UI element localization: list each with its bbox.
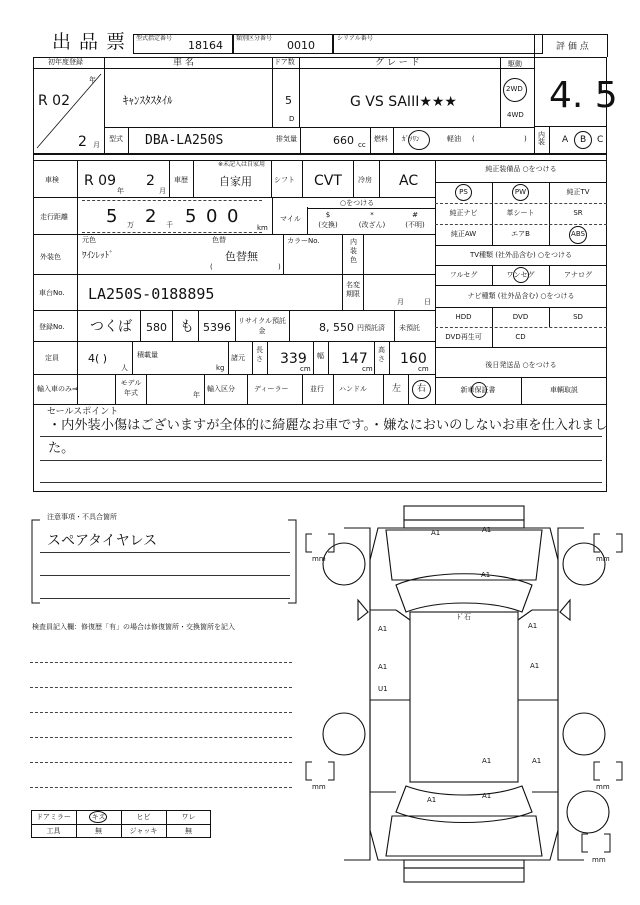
drive-selected-circle: [503, 78, 527, 102]
form-title: 出 品 票: [52, 31, 127, 53]
capacity-unit: 人: [121, 364, 128, 372]
displacement-label: 排気量: [276, 135, 297, 143]
mileage-label: 走行距離: [40, 213, 68, 221]
import-label: 輸入車のみ⇒: [37, 385, 78, 393]
doors-label: ドア数: [274, 58, 295, 66]
height-unit: cm: [418, 365, 429, 373]
fuel-paren-close: ): [524, 135, 527, 143]
recycle-value: 8, 550: [319, 321, 354, 334]
inspection-month: 2: [146, 173, 155, 189]
interior-grade-c: C: [597, 135, 604, 145]
orig-color-value: ﾜｲﾝﾚｯﾄﾞ: [82, 251, 114, 261]
transfer-label: 名変期限: [346, 281, 360, 298]
meter-opt1: (交換): [318, 221, 338, 229]
ac-label: 冷房: [358, 176, 372, 184]
inspector-label: 検査員記入欄：修復歴「有」の場合は修復箇所・交換箇所を記入: [32, 623, 235, 631]
width-unit: cm: [362, 365, 373, 373]
media-cd: CD: [515, 333, 526, 341]
shift-value: CVT: [314, 173, 342, 189]
import-cat-label: 輸入区分: [207, 385, 235, 393]
plate-class: 580: [146, 321, 167, 334]
navi-sd: SD: [573, 313, 583, 321]
tv-analog: アナログ: [564, 271, 592, 279]
doors-value: 5: [285, 94, 292, 107]
handle-right: 右: [417, 384, 427, 394]
handle-selected-circle: [412, 380, 431, 399]
inspection-label: 車検: [45, 176, 59, 184]
mirror-scratch-circle: [89, 811, 107, 823]
load-kg-unit: kg: [216, 364, 225, 372]
first-reg-year-unit: 年: [89, 76, 96, 84]
width-label: 幅: [317, 352, 324, 360]
height-label: 高さ: [378, 346, 385, 363]
plate-label: 登録No.: [39, 323, 65, 331]
man-unit: 万: [127, 221, 134, 229]
capacity-label: 定員: [45, 354, 59, 362]
model-value: DBA-LA250S: [145, 133, 224, 148]
plate-area: つくば: [90, 319, 132, 335]
model-cert-label: 型式指定番号: [136, 35, 173, 42]
mm-rear-right: mm: [596, 783, 610, 791]
media-dvd: DVD再生可: [445, 333, 482, 341]
jack-value: 無: [185, 827, 192, 835]
mirror-header-4: ワレ: [181, 813, 196, 821]
mark-windshield: ﾄﾞ石: [457, 613, 471, 621]
plate-kana: も: [180, 319, 194, 335]
repaint-label: 色替: [212, 236, 226, 244]
height-value: 160: [400, 351, 427, 367]
transfer-day: 日: [424, 298, 431, 306]
mm-front-right: mm: [596, 555, 610, 563]
inspection-month-unit: 月: [159, 187, 166, 195]
mark-right-rear-door: A1: [530, 662, 540, 670]
equip-abs: ABS: [571, 230, 585, 238]
length-unit: cm: [300, 365, 311, 373]
mark-left-rear-door: A1: [378, 663, 388, 671]
orig-color-label: 元色: [82, 236, 96, 244]
recycle-none: 未預託: [399, 324, 420, 332]
fuel-label: 燃料: [374, 135, 388, 143]
score-label: 評 価 点: [556, 42, 589, 52]
class-label: 類別区分番号: [236, 35, 273, 42]
notes-label: 注意事項・不具合箇所: [47, 513, 117, 521]
equip-pw: PW: [514, 188, 527, 196]
drive-4wd: 4WD: [507, 111, 524, 119]
tools-value: 無: [95, 827, 102, 835]
history-note: ※未記入は自家用: [218, 161, 266, 168]
capacity-value: 4( ): [88, 352, 108, 365]
interior-grade-b: B: [580, 135, 587, 145]
mileage-digit-2: 5: [106, 206, 118, 227]
equip-head: 純正装備品 ○をつける: [485, 165, 557, 173]
meter-opt2-sym: *: [370, 211, 374, 219]
mirror-header-3: ヒビ: [136, 813, 151, 821]
length-label: 長さ: [256, 346, 263, 363]
tv-oneseg: ワンセグ: [506, 271, 535, 279]
meter-opt1-sym: $: [325, 211, 331, 219]
drive-label: 駆動: [508, 60, 522, 68]
equip-aw: 純正AW: [450, 230, 477, 238]
vehicle-name: ｷｬﾝｽﾀｽﾀｲﾙ: [123, 94, 173, 107]
sen-unit: 千: [166, 221, 173, 229]
grade-value: G VS SAIII★★★: [350, 94, 457, 110]
inspection-year-unit: 年: [117, 187, 124, 195]
sales-line-2: た。: [48, 441, 75, 456]
mark-rear-bumper-left: A1: [427, 796, 437, 804]
equip-sr: SR: [573, 209, 583, 217]
chassis-label: 車台No.: [39, 289, 65, 297]
fuel-paren-open: (: [472, 135, 475, 143]
fuel-selected-circle: [408, 130, 430, 150]
mark-rear-bumper-right: A1: [482, 792, 492, 800]
plate-no: 5396: [203, 321, 231, 334]
meter-opt3-sym: #: [412, 211, 418, 219]
navi-head: ナビ種類 (社外品含む) ○をつける: [467, 292, 575, 300]
meter-opt3: (不明): [405, 221, 425, 229]
navi-dvd: DVD: [512, 313, 529, 321]
mm-rear-left: mm: [312, 783, 326, 791]
mile-label: マイル: [280, 215, 301, 223]
fuel-diesel: 軽油: [447, 135, 461, 143]
mark-left-front-door: A1: [378, 625, 388, 633]
km-unit: km: [257, 224, 268, 232]
chassis-value: LA250S-0188895: [88, 285, 215, 303]
mark-front-bumper-left: A1: [431, 529, 441, 537]
score-value: 4. 5: [549, 75, 618, 116]
mileage-digit-4: 5: [185, 206, 197, 227]
load-label: 積載量: [137, 351, 158, 359]
recycle-label: リサイクル預託金: [237, 317, 287, 335]
equip-tv: 純正TV: [566, 188, 590, 196]
mark-tailgate-right: A1: [532, 757, 542, 765]
ac-value: AC: [399, 173, 419, 189]
shift-label: シフト: [274, 176, 295, 184]
meter-head: ○をつける: [340, 199, 375, 207]
grade-label: グ レ ー ド: [375, 58, 420, 68]
transfer-month: 月: [397, 298, 404, 306]
equip-abs-circle: [569, 226, 587, 244]
mileage-digit-3: 2: [145, 206, 157, 227]
mark-tailgate-left: A1: [482, 757, 492, 765]
first-reg-era: R 02: [38, 93, 70, 109]
papers-warranty-circle: [471, 382, 487, 398]
mileage-digit-5: 0: [206, 206, 218, 227]
car-diagram: [300, 500, 640, 905]
dealer-option: ディーラー: [254, 385, 289, 393]
recycle-done: 円預託済: [357, 324, 385, 332]
model-label: 型式: [109, 135, 123, 143]
first-reg-month-unit: 月: [93, 141, 100, 149]
dims-label: 諸元: [231, 354, 245, 362]
meter-opt2: (改ざん): [358, 221, 386, 229]
mark-hood: A1: [481, 571, 491, 579]
mark-front-bumper-right: A1: [482, 526, 492, 534]
width-value: 147: [341, 351, 368, 367]
mileage-digit-6: 0: [227, 206, 239, 227]
interior-grade-a: A: [562, 135, 569, 145]
class-no: 0010: [287, 39, 315, 52]
name-label: 車 名: [173, 58, 194, 68]
navi-hdd: HDD: [455, 313, 472, 321]
fuel-gas: ｶﾞｿﾘﾝ: [402, 135, 420, 143]
equip-ps: PS: [459, 188, 468, 196]
papers-warranty: 新車保証書: [460, 386, 496, 394]
tv-fullseg: フルセグ: [449, 271, 478, 279]
handle-label: ハンドル: [339, 385, 367, 393]
doors-suffix: D: [289, 115, 295, 123]
mm-spare: mm: [592, 856, 606, 864]
drive-2wd: 2WD: [506, 85, 523, 93]
sales-label: セールスポイント: [47, 407, 119, 417]
sales-line-1: ・内外装小傷はございますが全体的に綺麗なお車です。・嫌なにおいのしないお車を仕入れまし: [48, 418, 608, 433]
equip-leather: 革シート: [506, 209, 535, 217]
color-no-label: カラーNo.: [287, 237, 320, 245]
tv-oneseg-circle: [513, 267, 529, 283]
handle-left: 左: [392, 384, 402, 394]
inspection-era: R 09: [84, 173, 116, 189]
first-reg-label: 初年度登録: [48, 58, 83, 66]
repaint-paren-close: ): [278, 263, 281, 271]
mirror-header-1: ドアミラー: [36, 813, 71, 821]
mark-right-front-door: A1: [528, 622, 538, 630]
tools-label: 工具: [46, 827, 61, 835]
repaint-paren-open: (: [210, 263, 213, 271]
equip-airbag: エアB: [511, 230, 530, 238]
repaint-value: 色替無: [225, 250, 258, 263]
mm-front-left: mm: [312, 555, 326, 563]
first-reg-month: 2: [78, 134, 87, 150]
mirror-header-2: キズ: [91, 813, 106, 821]
jack-label: ジャッキ: [129, 827, 158, 835]
parallel-option: 並行: [310, 385, 324, 393]
model-year-label: モデル年式: [120, 379, 142, 397]
history-label: 車歴: [174, 176, 188, 184]
tv-head: TV種類 (社外品含む) ○をつける: [469, 251, 573, 259]
import-year-unit: 年: [193, 391, 200, 399]
equip-navi: 純正ナビ: [449, 209, 478, 217]
mark-left-rear-door-dent: U1: [378, 685, 388, 693]
history-value: 自家用: [219, 175, 252, 188]
equip-pw-circle: [512, 184, 529, 201]
interior-label: 内装: [538, 131, 545, 146]
papers-manual: 車輌取説: [550, 386, 578, 394]
displacement-value: 660: [333, 134, 354, 147]
length-value: 339: [280, 351, 307, 367]
interior-grade-circle: [574, 131, 592, 149]
model-cert-no: 18164: [188, 39, 223, 52]
displacement-unit: cc: [358, 141, 366, 149]
notes-brackets: [30, 515, 300, 610]
interior-color-label: 内装色: [350, 238, 357, 264]
papers-head: 後日発送品 ○をつける: [485, 361, 557, 369]
serial-label: シリアル番号: [337, 35, 373, 42]
notes-text: スペアタイヤレス: [47, 533, 158, 549]
color-label: 外装色: [40, 253, 61, 261]
equip-ps-circle: [455, 184, 472, 201]
